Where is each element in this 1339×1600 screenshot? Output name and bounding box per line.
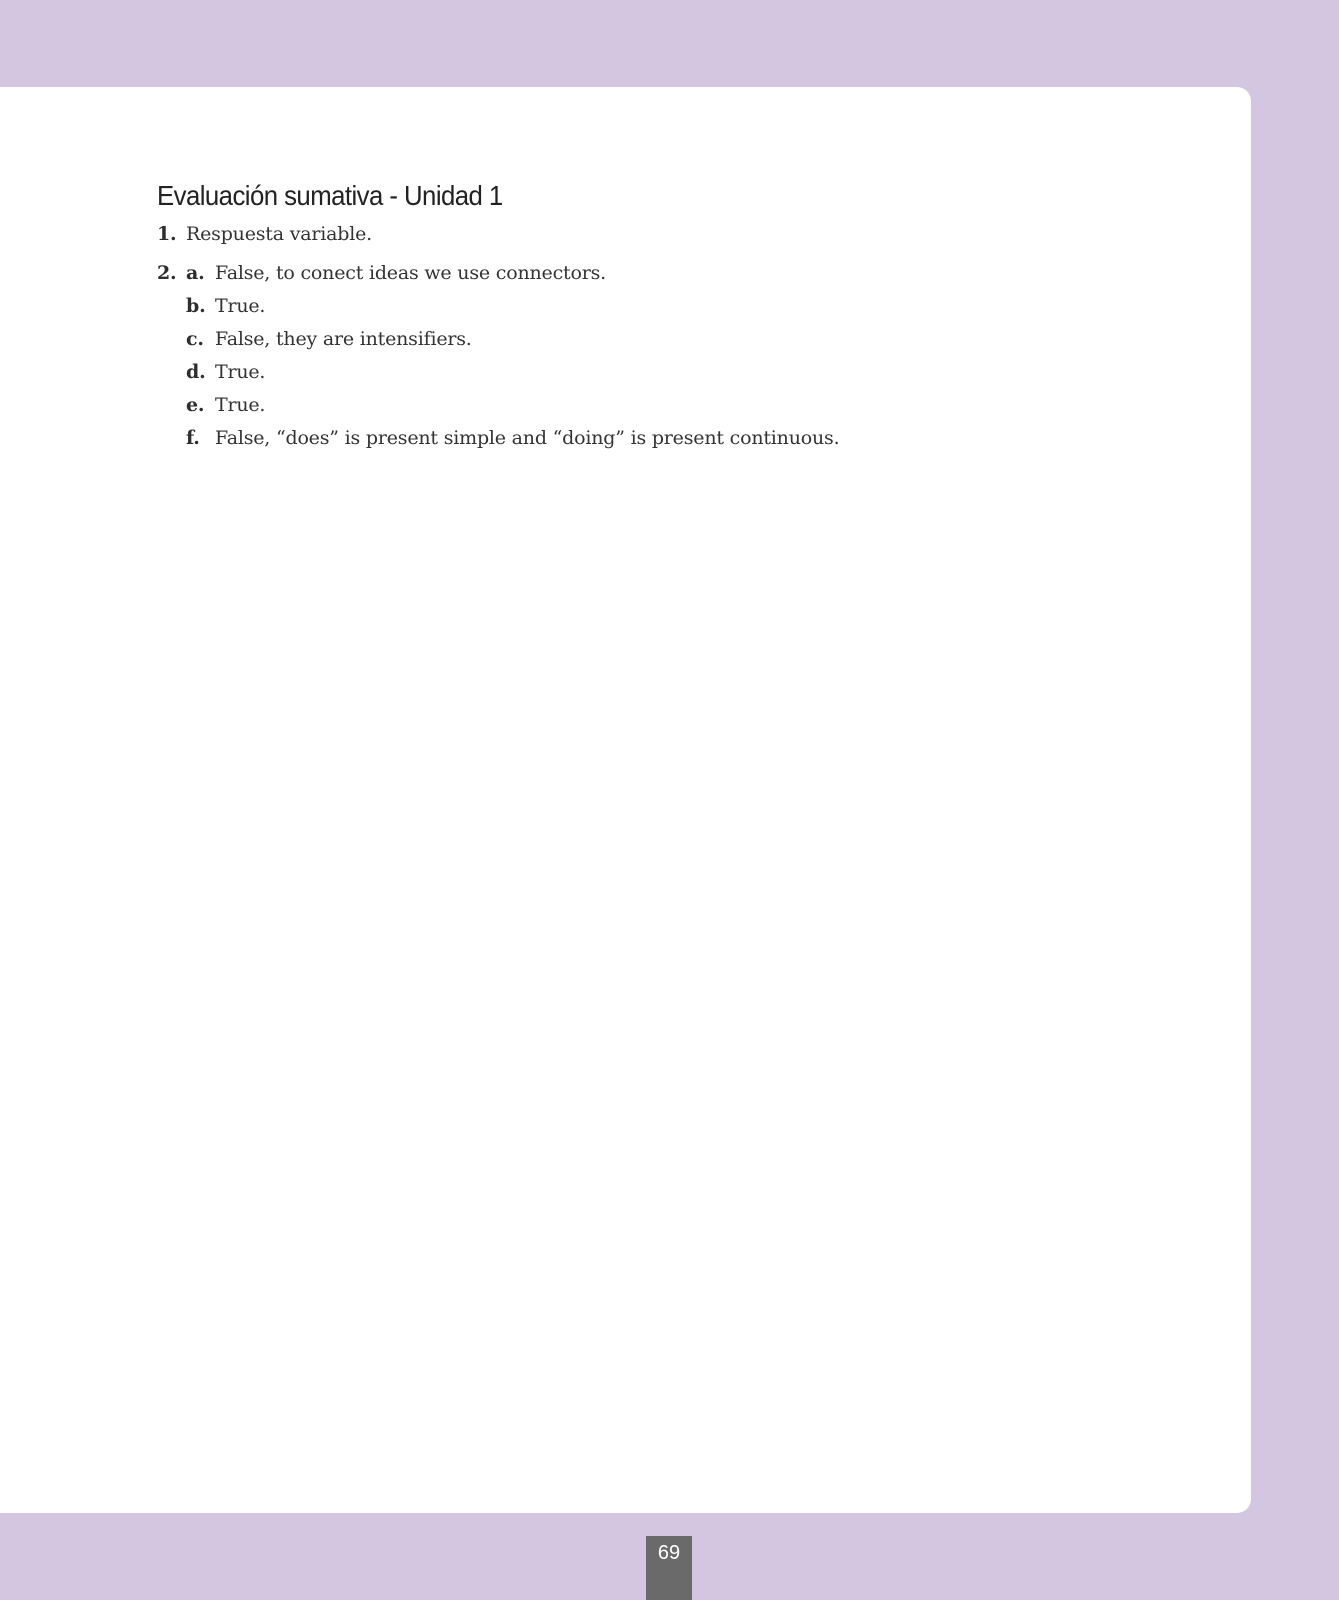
sub-answer-text: True. — [215, 295, 266, 317]
answer-number: 2. — [157, 262, 177, 284]
sub-answer-letter: c. — [186, 328, 204, 350]
sub-answer-letter: a. — [186, 262, 205, 284]
sub-answer-letter: e. — [186, 394, 205, 416]
answer-number: 1. — [157, 223, 177, 245]
page-number-tab — [646, 1536, 692, 1600]
page-number: 69 — [657, 1542, 681, 1564]
answer-text: Respuesta variable. — [186, 223, 372, 245]
sub-answer-text: False, “does” is present simple and “doing” is present continuous. — [215, 427, 840, 449]
sub-answer-text: True. — [215, 361, 266, 383]
sub-answer-letter: f. — [186, 427, 200, 449]
sub-answer-text: False, to conect ideas we use connectors. — [215, 262, 606, 284]
sub-answer-letter: d. — [186, 361, 206, 383]
sub-answer-letter: b. — [186, 295, 206, 317]
sub-answer-text: True. — [215, 394, 266, 416]
sub-answer-text: False, they are intensifiers. — [215, 328, 472, 350]
page-title: Evaluación sumativa - Unidad 1 — [157, 180, 503, 211]
